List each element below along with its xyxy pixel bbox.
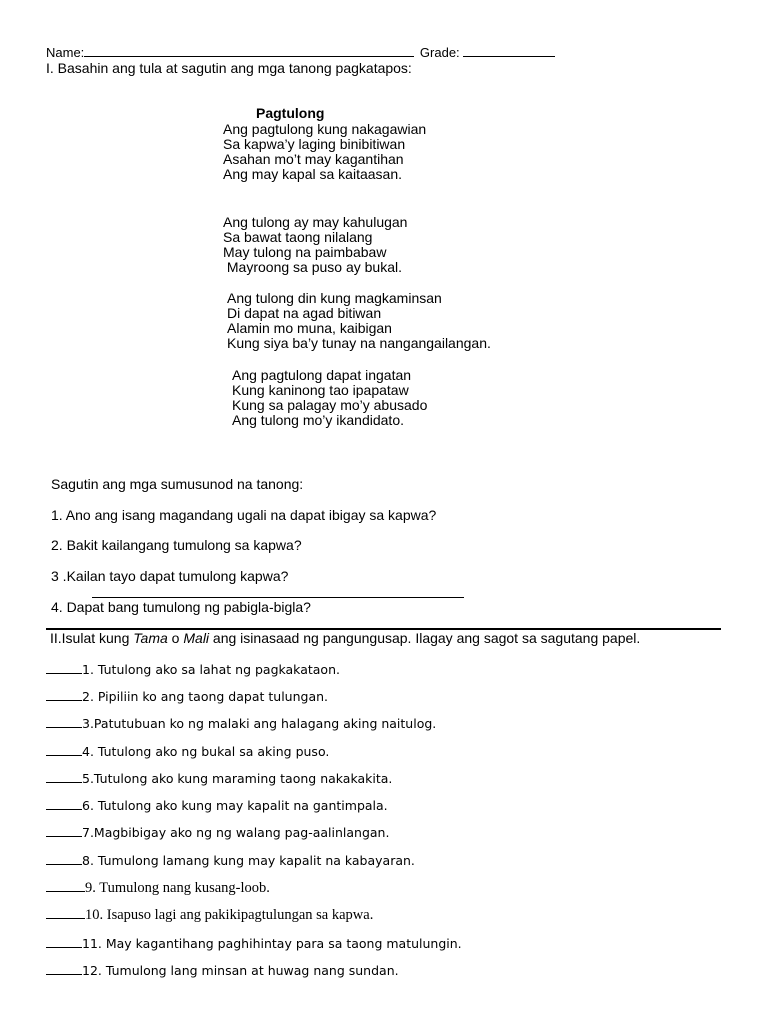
item-text: 2. Pipiliin ko ang taong dapat tulungan. <box>82 689 328 704</box>
poem-line: Ang tulong ay may kahulugan <box>223 214 408 230</box>
answer-blank[interactable] <box>46 798 82 810</box>
item-text: 5.Tutulong ako kung maraming taong nakakakita. <box>82 771 393 786</box>
question-item: 1. Ano ang isang magandang ugali na dapat ibigay sa kapwa? <box>51 507 437 523</box>
list-item <box>46 771 392 786</box>
item-text: 11. May kagantihang paghihintay para sa taong matulungin. <box>82 936 462 951</box>
list-item <box>46 689 328 704</box>
name-line <box>46 44 555 60</box>
item-text: 4. Tutulong ako ng bukal sa aking puso. <box>82 744 330 759</box>
question-item: 3 .Kailan tayo dapat tumulong kapwa? <box>51 568 289 584</box>
answer-blank[interactable] <box>46 853 82 865</box>
question-item: 4. Dapat bang tumulong ng pabigla-bigla? <box>51 599 311 615</box>
item-text: 10. Isapuso lagi ang pakikipagtulungan sa kapwa. <box>85 907 374 923</box>
poem-line: Sa bawat taong nilalang <box>223 229 373 245</box>
item-text: 8. Tumulong lamang kung may kapalit na kabayaran. <box>82 853 415 868</box>
questions-intro: Sagutin ang mga sumusunod na tanong: <box>51 476 304 492</box>
poem-line: Ang tulong din kung magkaminsan <box>227 290 442 306</box>
item-text: 7.Magbibigay ako ng ng walang pag-aalinlangan. <box>82 825 390 840</box>
mali-word: Mali <box>183 630 210 646</box>
item-text: 3.Patutubuan ko ng malaki ang halagang aking naitulog. <box>82 716 437 731</box>
poem-line: Mayroong sa puso ay bukal. <box>223 259 402 275</box>
list-item <box>46 662 340 677</box>
poem-stanza-3 <box>227 291 491 351</box>
poem-stanza-1 <box>223 122 426 182</box>
list-item <box>46 744 329 759</box>
poem-line: May tulong na paimbabaw <box>223 244 387 260</box>
item-text: 12. Tumulong lang minsan at huwag nang sundan. <box>82 963 399 978</box>
poem-line: Ang tulong mo’y ikandidato. <box>232 412 404 428</box>
list-item <box>46 853 415 868</box>
grade-label: Grade: <box>419 45 460 60</box>
section1-instruction: I. Basahin ang tula at sagutin ang mga tanong pagkatapos: <box>46 60 412 76</box>
item-text: 9. Tumulong nang kusang-loob. <box>85 880 270 896</box>
name-label: Name: <box>46 45 85 60</box>
list-item <box>46 936 462 951</box>
poem-line: Asahan mo’t may kagantihan <box>223 151 404 167</box>
poem-line: Ang pagtulong kung nakagawian <box>223 121 427 137</box>
instruction-pre: II.Isulat kung <box>50 630 134 646</box>
answer-line[interactable] <box>92 597 464 598</box>
answer-blank[interactable] <box>46 689 82 701</box>
poem-line: Ang pagtulong dapat ingatan <box>232 367 412 383</box>
list-item <box>46 798 388 813</box>
poem-line: Alamin mo muna, kaibigan <box>227 320 392 336</box>
list-item <box>46 906 373 924</box>
item-text: 6. Tutulong ako kung may kapalit na gantimpala. <box>82 798 388 813</box>
answer-blank[interactable] <box>46 936 82 948</box>
poem-line: Kung sa palagay mo’y abusado <box>232 397 428 413</box>
poem-stanza-2 <box>223 215 407 275</box>
answer-blank[interactable] <box>46 906 85 919</box>
poem-title: Pagtulong <box>256 105 325 121</box>
grade-field[interactable] <box>463 44 555 57</box>
answer-blank[interactable] <box>46 963 82 975</box>
list-item <box>46 716 436 731</box>
name-field[interactable] <box>84 44 414 57</box>
instruction-post: ang isinasaad ng pangungusap. Ilagay ang sagot sa sagutang papel. <box>209 630 641 646</box>
item-text: 1. Tutulong ako sa lahat ng pagkakataon. <box>82 662 340 677</box>
answer-blank[interactable] <box>46 771 82 783</box>
section2-instruction <box>50 630 640 646</box>
answer-blank[interactable] <box>46 879 85 892</box>
answer-blank[interactable] <box>46 716 82 728</box>
o-word: o <box>167 630 184 646</box>
list-item <box>46 963 399 978</box>
answer-blank[interactable] <box>46 744 82 756</box>
poem-stanza-4 <box>232 368 427 428</box>
answer-blank[interactable] <box>46 825 82 837</box>
answer-blank[interactable] <box>46 662 82 674</box>
poem-line: Di dapat na agad bitiwan <box>227 305 382 321</box>
poem-line: Ang may kapal sa kaitaasan. <box>223 166 402 182</box>
tama-word: Tama <box>133 630 168 646</box>
poem-line: Sa kapwa’y laging binibitiwan <box>223 136 406 152</box>
list-item <box>46 825 389 840</box>
question-item: 2. Bakit kailangang tumulong sa kapwa? <box>51 537 302 553</box>
poem-line: Kung siya ba’y tunay na nangangailangan. <box>227 335 491 351</box>
poem-line: Kung kaninong tao ipapataw <box>232 382 409 398</box>
list-item <box>46 879 270 897</box>
